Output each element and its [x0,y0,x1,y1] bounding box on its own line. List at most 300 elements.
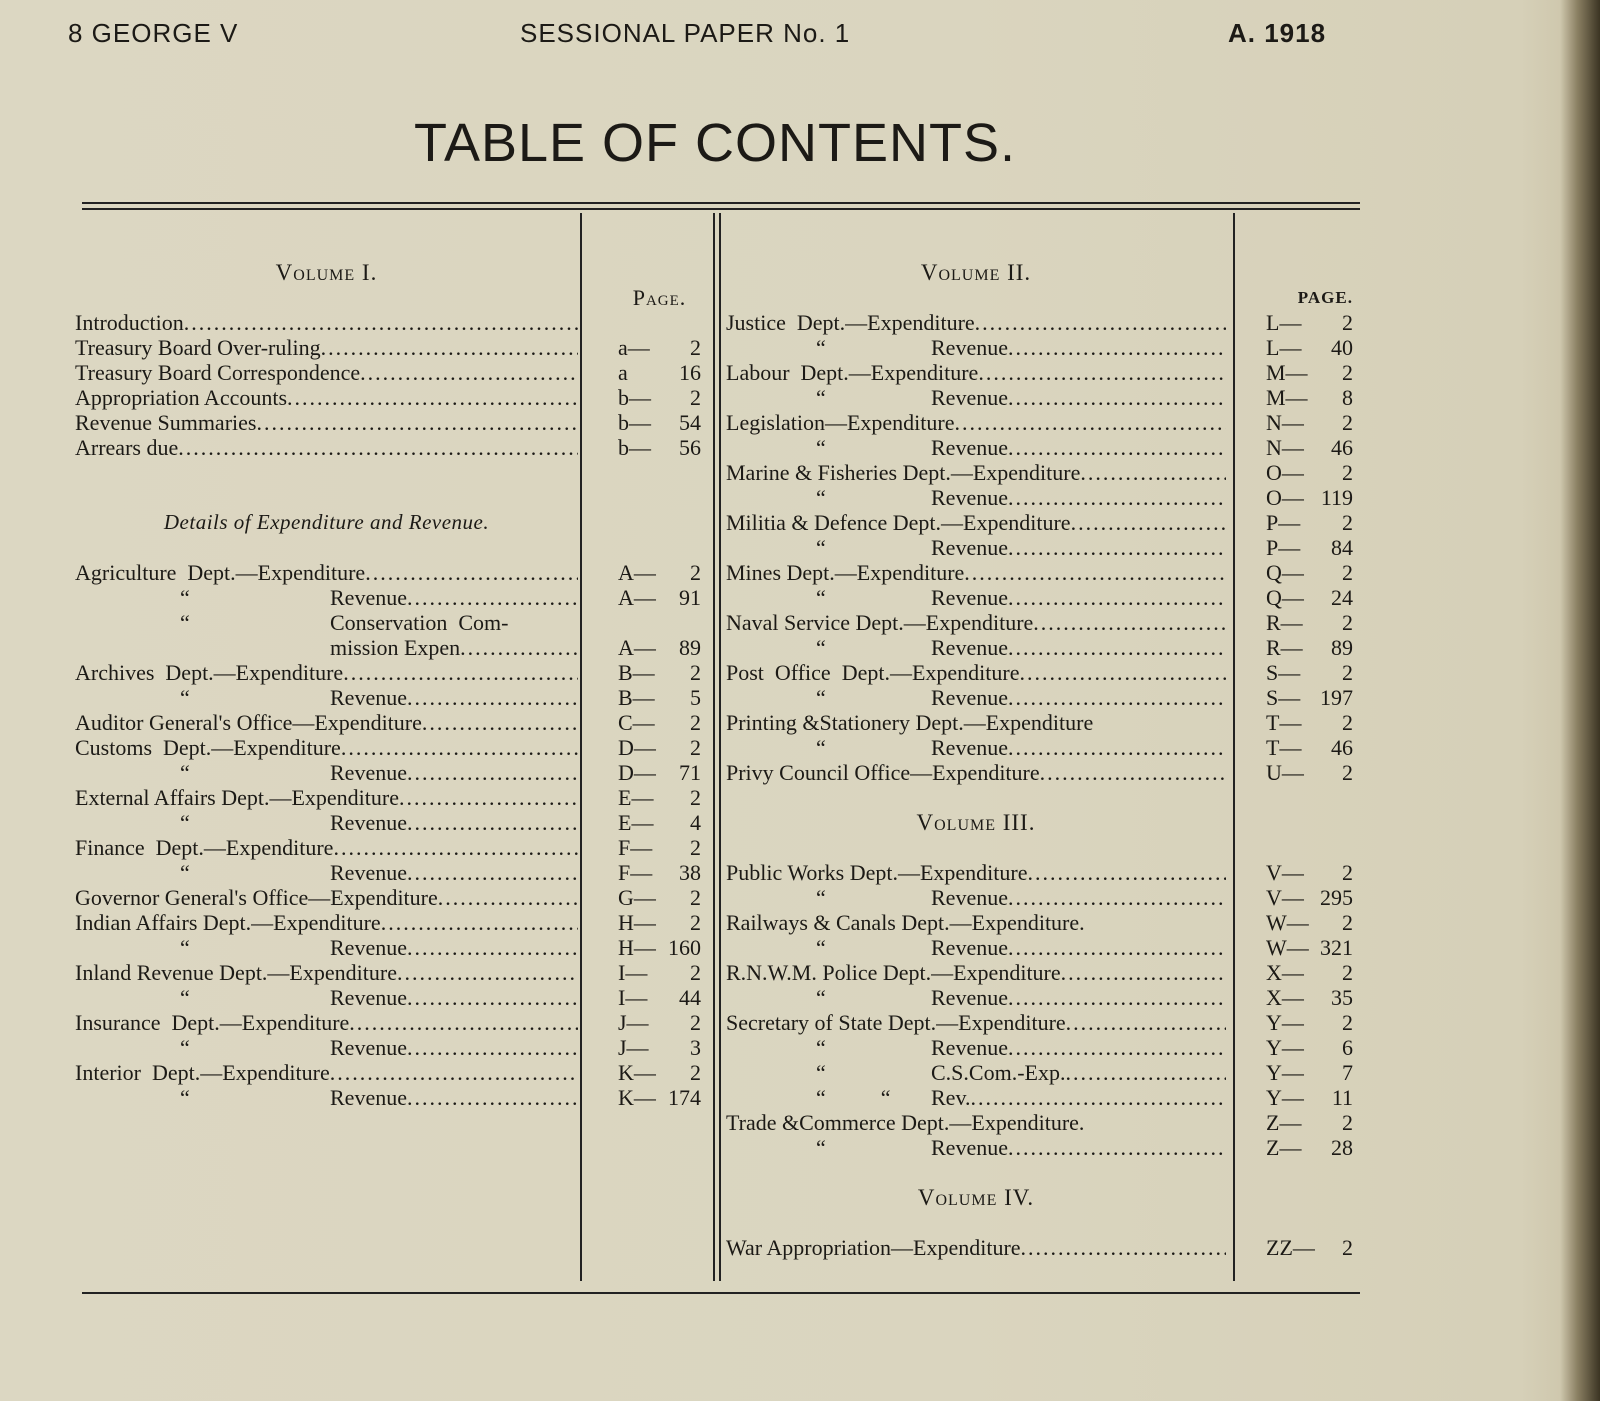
page-reference [1266,585,1353,610]
dot-leader [1008,385,1226,410]
dot-leader [1008,585,1226,610]
toc-entry [726,610,1353,635]
dot-leader [1021,1235,1226,1260]
toc-entry [726,310,1353,335]
entry-title: Revenue [931,935,1008,960]
entry-label [726,1010,1226,1035]
entry-label [75,760,578,785]
page-number: 89 [679,635,701,660]
column-divider [719,213,721,1281]
dot-leader [407,985,578,1010]
entry-title: Finance Dept.—Expenditure [75,835,334,860]
page-reference [618,835,701,860]
page-section-letter: L— [1266,310,1302,335]
ditto-mark: “ [816,1135,826,1160]
toc-entry [726,760,1353,785]
page-section-letter: R— [1266,635,1303,660]
page-reference [1266,760,1353,785]
entry-label [75,785,578,810]
entry-title: Revenue [330,685,407,710]
entry-title: Revenue [330,760,407,785]
dot-leader [381,910,578,935]
entry-title: Treasury Board Over-ruling [75,335,321,360]
page-reference [1266,1060,1353,1085]
entry-title: Revenue [931,885,1008,910]
page-section-letter: N— [1266,435,1304,460]
page-number: 2 [1342,760,1353,785]
entry-title: Revenue [931,635,1008,660]
entry-label [726,360,1226,385]
toc-entry [75,885,701,910]
entry-label [726,1135,1226,1160]
entry-label [75,985,578,1010]
page-number: 16 [679,360,701,385]
page-reference [618,885,701,910]
toc-entry [75,435,701,460]
entry-title: War Appropriation—Expenditure [726,1235,1021,1260]
ditto-mark: “ [180,860,190,885]
entry-title: Revenue [330,1035,407,1060]
entry-label [75,960,578,985]
page-title: TABLE OF CONTENTS. [413,113,1017,173]
entry-title: R.N.W.M. Police Dept.—Expenditure [726,960,1061,985]
toc-entry [726,1035,1353,1060]
page-section-letter: Q— [1266,560,1304,585]
page-reference [1266,485,1353,510]
page-section-letter: X— [1266,985,1304,1010]
entry-label [75,585,578,610]
dot-leader [971,1085,1226,1110]
page-section-letter: I— [618,985,648,1010]
bottom-rule [82,1292,1360,1294]
toc-entry [75,660,701,685]
entry-label [726,710,1226,735]
page-section-letter: A— [618,635,656,660]
dot-leader [178,435,578,460]
page-reference [618,760,701,785]
dot-leader [360,360,578,385]
dot-leader [1008,435,1226,460]
toc-entry [726,510,1353,535]
dot-leader [349,1010,578,1035]
entry-label [726,585,1226,610]
page-number: 2 [690,660,701,685]
header-session: 8 GEORGE V [68,18,239,48]
page-number: 2 [690,960,701,985]
entry-label [75,435,578,460]
entry-title: Revenue [931,735,1008,760]
entry-title: Revenue [330,585,407,610]
entry-label [726,760,1226,785]
page-section-letter: V— [1266,885,1304,910]
page-number: 6 [1342,1035,1353,1060]
dot-leader [399,785,578,810]
spacer-row [75,460,701,485]
toc-entry [726,535,1353,560]
page-section-letter: a— [618,335,650,360]
page-number: 54 [679,410,701,435]
dot-leader [422,710,578,735]
dot-leader [1071,510,1226,535]
toc-entry [75,410,701,435]
toc-entry [75,610,701,635]
page-number: 2 [1342,610,1353,635]
page-section-letter: P— [1266,535,1301,560]
page-section-letter: Y— [1266,1035,1304,1060]
page-section-letter: ZZ— [1266,1235,1315,1260]
page-number: 174 [668,1085,701,1110]
entry-title: Revenue [931,685,1008,710]
page-section-letter: Y— [1266,1085,1304,1110]
entry-label [726,510,1226,535]
dot-leader [1066,1010,1226,1035]
page-number: 2 [690,885,701,910]
ditto-mark: “ [816,585,826,610]
toc-entry [75,635,701,660]
entry-title: Public Works Dept.—Expenditure [726,860,1028,885]
dot-leader [1008,735,1226,760]
page-number: 197 [1320,685,1353,710]
page-section-letter: G— [618,885,656,910]
page-reference [618,935,701,960]
page-number: 2 [690,735,701,760]
page-reference [1266,910,1353,935]
dot-leader [1008,685,1226,710]
toc-entry [75,935,701,960]
page-number: 2 [690,385,701,410]
dot-leader [1008,335,1226,360]
ditto-mark: “ [816,635,826,660]
page-number: 2 [1342,1010,1353,1035]
entry-title: Railways & Canals Dept.—Expenditure. [726,910,1085,935]
entry-label [726,1035,1226,1060]
toc-entry [75,1085,701,1110]
page-section-letter: K— [618,1060,656,1085]
entry-label [75,610,578,635]
entry-title: Revenue [931,385,1008,410]
toc-entry [726,560,1353,585]
page-reference [618,910,701,935]
page-number: 2 [1342,560,1353,585]
page-number: 2 [1342,1235,1353,1260]
dot-leader [407,1085,578,1110]
entry-label [726,460,1226,485]
page-reference [1266,885,1353,910]
entry-label [726,335,1226,360]
toc-entry [75,785,701,810]
dot-leader [341,735,578,760]
dot-leader [407,585,578,610]
toc-entry [726,1235,1353,1260]
page-reference [1266,410,1353,435]
entry-title: Appropriation Accounts [75,385,288,410]
spacer-row [75,535,701,560]
spacer-row [726,1210,1353,1235]
page-reference [1266,735,1353,760]
entry-label [726,985,1226,1010]
entry-title: Inland Revenue Dept.—Expenditure [75,960,397,985]
page-reference [1266,560,1353,585]
toc-entry [726,985,1353,1010]
toc-entry [75,1060,701,1085]
ditto-mark: “ [816,535,826,560]
entry-title: Revenue [330,935,407,960]
entry-label [726,660,1226,685]
page-number: 2 [690,1060,701,1085]
page-section-letter: Y— [1266,1010,1304,1035]
ditto-mark: “ [816,1035,826,1060]
entry-title: C.S.Com.-Exp. [931,1060,1066,1085]
page-section-letter: I— [618,960,648,985]
entry-title: Arrears due [75,435,179,460]
page-reference [1266,610,1353,635]
entry-title: Auditor General's Office—Expenditure [75,710,422,735]
toc-entry [726,735,1353,760]
entry-title: Revenue [931,1135,1008,1160]
toc-entry [75,960,701,985]
toc-entry [726,910,1353,935]
page-number: 2 [690,785,701,810]
page-number: 71 [679,760,701,785]
entry-label [726,560,1226,585]
volume-heading: Volume IV. [917,1185,1035,1210]
dot-leader [1008,935,1226,960]
page-reference [1266,985,1353,1010]
entry-title: Legislation—Expenditure [726,410,955,435]
entry-label [75,810,578,835]
page-reference [1266,935,1353,960]
entry-label [726,685,1226,710]
page-number: 2 [1342,860,1353,885]
entry-label [726,1235,1226,1260]
page-section-letter: N— [1266,410,1304,435]
entry-title: Secretary of State Dept.—Expenditure [726,1010,1066,1035]
page-reference [1266,1035,1353,1060]
page-number: 2 [1342,410,1353,435]
page-reference [1266,360,1353,385]
volume-1-column [75,260,701,1110]
top-rule-inner [82,208,1360,210]
page-number: 91 [679,585,701,610]
entry-label [726,435,1226,460]
page-number: 2 [690,710,701,735]
toc-entry [726,1010,1353,1035]
page-number: 2 [1342,510,1353,535]
page-reference [618,585,701,610]
page-number: 2 [690,835,701,860]
entry-title: Revenue [931,485,1008,510]
entry-title: Revenue [931,335,1008,360]
entry-title: Revenue [931,535,1008,560]
page-section-letter: Z— [1266,1110,1302,1135]
page-number: 24 [1331,585,1353,610]
ditto-mark: “ [816,935,826,960]
page-reference [618,860,701,885]
ditto-mark: “ [816,985,826,1010]
ditto-mark: “ [816,735,826,760]
page-reference [618,810,701,835]
entry-title: Governor General's Office—Expenditure [75,885,438,910]
entry-title: Mines Dept.—Expenditure [726,560,965,585]
page-section-letter: Y— [1266,1060,1304,1085]
entry-label [75,910,578,935]
page-number: 2 [690,560,701,585]
dot-leader [407,860,578,885]
entry-label [726,960,1226,985]
entry-title: Rev. [931,1085,971,1110]
entry-label [75,710,578,735]
dot-leader [256,410,578,435]
toc-entry [726,885,1353,910]
page-number: 5 [690,685,701,710]
toc-entry [726,460,1353,485]
entry-title: mission Expen [330,635,461,660]
dot-leader [1008,635,1226,660]
toc-entry [75,735,701,760]
toc-entry [726,710,1353,735]
page-reference [1266,1010,1353,1035]
dot-leader [1008,985,1226,1010]
page-reference [1266,385,1353,410]
volume-heading: Volume II. [920,260,1032,285]
toc-entry [75,310,701,335]
entry-label [75,335,578,360]
ditto-mark: “ [180,1085,190,1110]
page-reference [618,1010,701,1035]
toc-entry [726,360,1353,385]
toc-entry [75,360,701,385]
page-section-letter: J— [618,1035,649,1060]
page-section-letter: b— [618,385,651,410]
entry-label [726,885,1226,910]
dot-leader [333,835,578,860]
toc-entry [75,335,701,360]
page-reference [618,410,701,435]
page-number: 7 [1342,1060,1353,1085]
ditto-mark: “ [180,585,190,610]
dot-leader [1008,1135,1226,1160]
page-number: 2 [1342,910,1353,935]
dot-leader [964,560,1226,585]
toc-entry [726,660,1353,685]
section-subheading: Details of Expenditure and Revenue. [163,510,490,534]
page-reference [618,360,701,385]
page-number: 2 [1342,660,1353,685]
entry-title: Revenue [931,435,1008,460]
entry-label [726,935,1226,960]
page-column-heading: Page. [632,285,687,310]
entry-label [75,685,578,710]
page-reference [618,560,701,585]
entry-title: Customs Dept.—Expenditure [75,735,341,760]
entry-label [75,860,578,885]
page-number: 8 [1342,385,1353,410]
page-section-letter: X— [1266,960,1304,985]
page-number: 46 [1331,735,1353,760]
ditto-mark: “ [816,885,826,910]
dot-leader [1061,960,1226,985]
page-number: 2 [1342,460,1353,485]
entry-label [75,1010,578,1035]
entry-label [726,410,1226,435]
entry-title: Archives Dept.—Expenditure [75,660,344,685]
toc-entry [726,1135,1353,1160]
dot-leader [438,885,578,910]
entry-label [726,735,1226,760]
entry-label [75,1060,578,1085]
spacer-row [75,285,701,310]
page-section-letter: F— [618,835,653,860]
dot-leader [343,660,578,685]
page-section-letter: W— [1266,910,1309,935]
page-reference [618,785,701,810]
entry-title: Revenue [931,585,1008,610]
page-reference [618,960,701,985]
page-reference [618,1085,701,1110]
ditto-mark: “ “ [816,1085,891,1110]
ditto-mark: “ [180,1035,190,1060]
page-reference [618,1035,701,1060]
dot-leader [407,760,578,785]
dot-leader [397,960,578,985]
toc-entry [75,760,701,785]
entry-label [75,935,578,960]
ditto-mark: “ [180,685,190,710]
page-number: 2 [690,335,701,360]
entry-label [75,360,578,385]
toc-entry [726,1085,1353,1110]
dot-leader [1033,610,1226,635]
page-reference [618,635,701,660]
entry-title: Militia & Defence Dept.—Expenditure [726,510,1071,535]
page-section-letter: E— [618,785,654,810]
page-section-letter: R— [1266,610,1303,635]
entry-title: Introduction [75,310,184,335]
entry-label [75,635,578,660]
page-reference [618,710,701,735]
dot-leader [184,310,578,335]
toc-entry [75,710,701,735]
page-reference [1266,435,1353,460]
page-number: 160 [668,935,701,960]
entry-label [726,1060,1226,1085]
page-reference [1266,710,1353,735]
page-reference [618,660,701,685]
page-section-letter: U— [1266,760,1304,785]
dot-leader [978,360,1226,385]
page-section-letter: A— [618,585,656,610]
entry-label [75,835,578,860]
page-section-letter: C— [618,710,655,735]
toc-entry [75,835,701,860]
entry-title: Interior Dept.—Expenditure [75,1060,330,1085]
page-number: 2 [1342,310,1353,335]
ditto-mark: “ [180,610,190,635]
toc-entry [75,385,701,410]
page-reference [1266,535,1353,560]
entry-title: Revenue [330,1085,407,1110]
toc-entry [75,910,701,935]
entry-label [75,410,578,435]
entry-label [75,1085,578,1110]
ditto-mark: “ [180,810,190,835]
column-divider [713,213,715,1281]
entry-title: Indian Affairs Dept.—Expenditure [75,910,381,935]
toc-entry [726,1060,1353,1085]
page-column-heading: PAGE. [1297,288,1353,307]
page-reference [618,685,701,710]
toc-entry [75,1035,701,1060]
